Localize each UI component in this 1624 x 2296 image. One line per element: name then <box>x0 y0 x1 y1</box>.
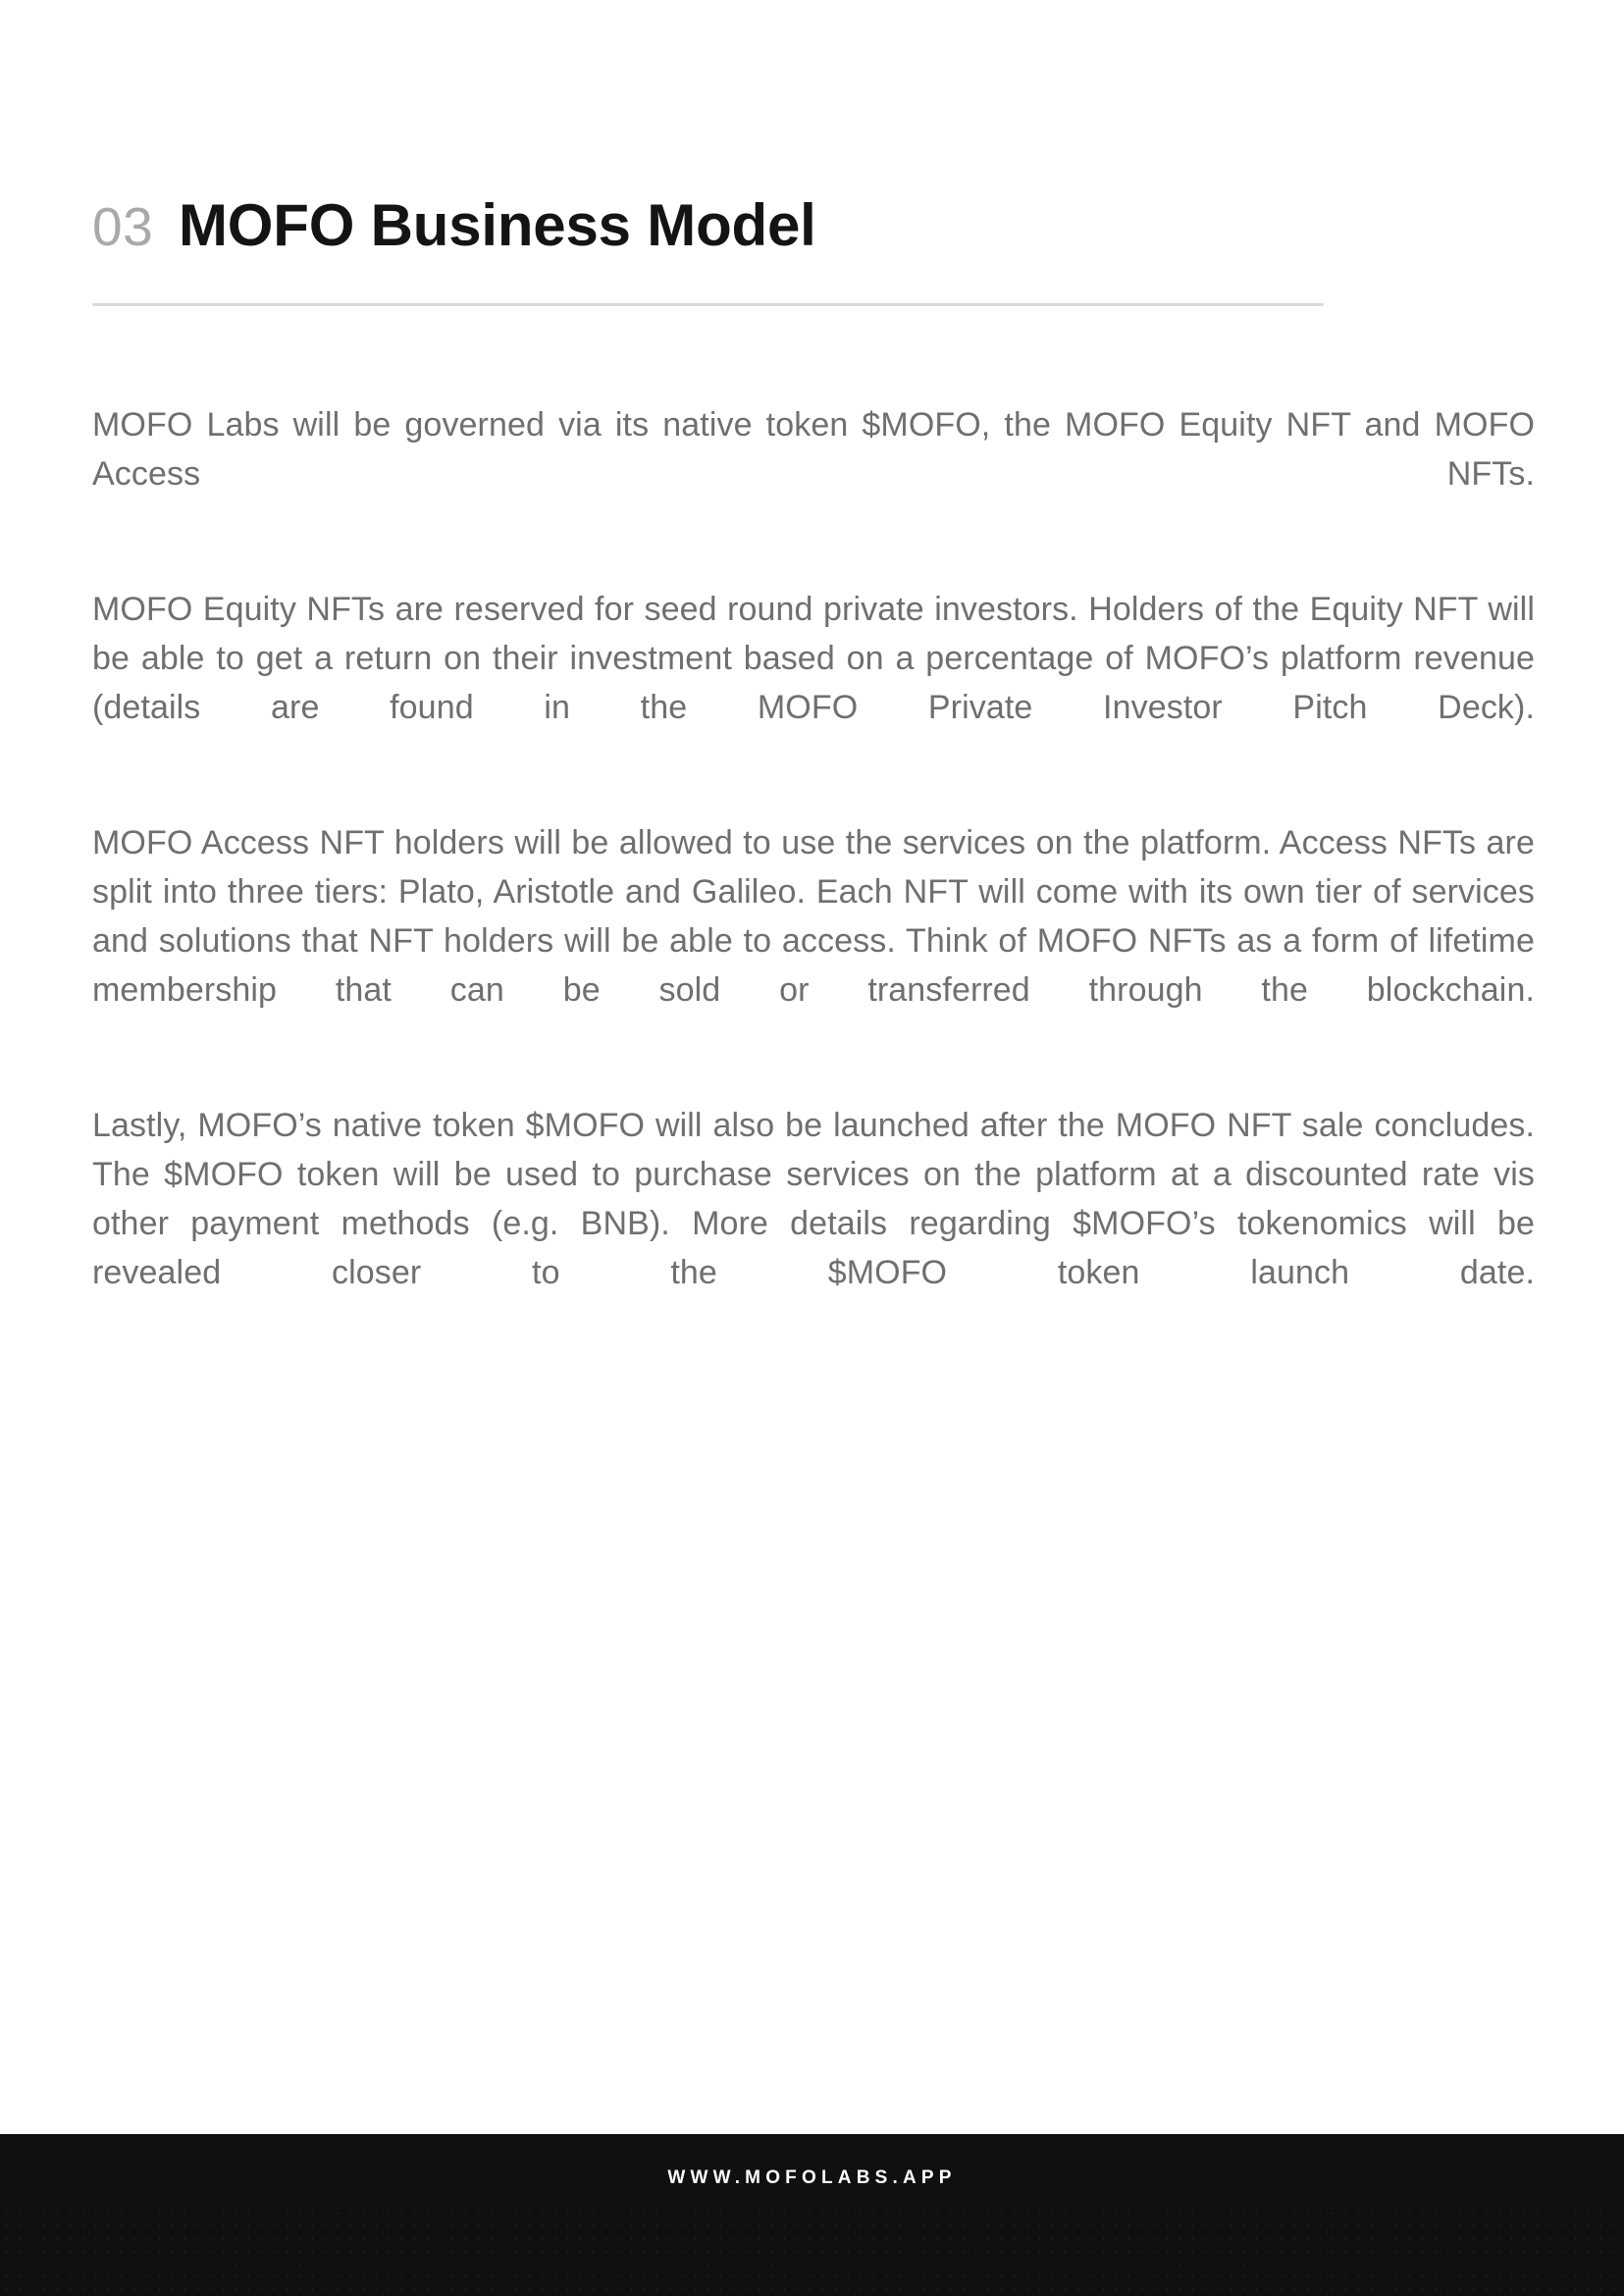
paragraph-3: MOFO Access NFT holders will be allowed to use the services on the platform. Access NFTs are split into three tiers: Plato, Aristotle and Galileo. Each NFT will come with its own tier of services and solutions that NFT holders will be able to access. Think of MOFO NFTs as a form of lifetime membership that can be sold or transferred through the blockchain. <box>92 824 1535 1009</box>
body-content <box>92 400 1535 1346</box>
paragraph-4: Lastly, MOFO’s native token $MOFO will also be launched after the MOFO NFT sale concludes. The $MOFO token will be used to purchase services on the platform at a discounted rate vis other payment methods (e.g. BNB). More details regarding $MOFO’s tokenomics will be revealed closer to the $MOFO token launch date. <box>92 1107 1535 1291</box>
paragraph-1: MOFO Labs will be governed via its native token $MOFO, the MOFO Equity NFT and MOFO Access NFTs. <box>92 406 1535 493</box>
section-number: 03 <box>92 196 154 258</box>
footer-bar <box>0 2134 1624 2207</box>
footer-website-url[interactable]: WWW.MOFOLABS.APP <box>667 2167 957 2188</box>
page-footer <box>0 2134 1624 2296</box>
title-divider <box>92 303 1324 306</box>
page-title: MOFO Business Model <box>179 192 816 259</box>
paragraph-2: MOFO Equity NFTs are reserved for seed round private investors. Holders of the Equity NFT will be able to get a return on their investment based on a percentage of MOFO’s platform revenue (details are found in the MOFO Private Investor Pitch Deck). <box>92 591 1535 726</box>
page-header <box>92 157 1324 294</box>
